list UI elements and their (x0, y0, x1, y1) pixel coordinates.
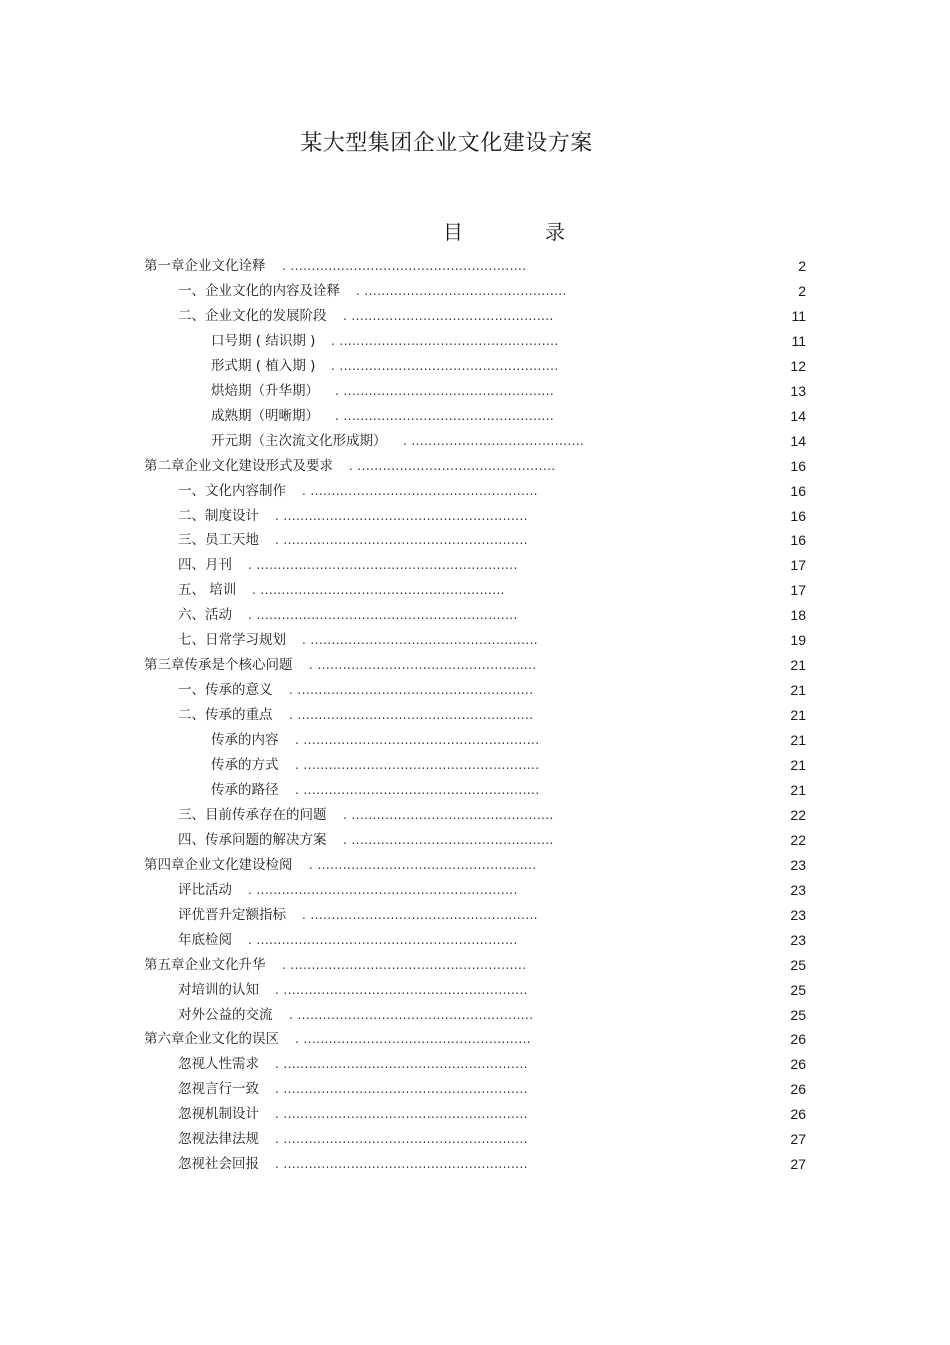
toc-entry-leader: . ............................................... (349, 458, 556, 473)
toc-entry-page-number: 17 (790, 582, 806, 599)
toc-entry-page-number: 2 (798, 282, 806, 299)
toc-entry[interactable] (0, 854, 950, 876)
toc-entry-title: 二、制度设计 (178, 507, 259, 524)
toc-entry-title: 忽视法律法规 (178, 1131, 259, 1148)
toc-entry[interactable] (0, 579, 950, 601)
toc-entry-page-number: 16 (790, 507, 806, 524)
toc-entry-title: 六、活动 (178, 607, 232, 624)
toc-entry-title: 忽视社会回报 (178, 1156, 259, 1173)
toc-entry-title: 一、文化内容制作 (178, 482, 286, 499)
toc-entry-page-number: 21 (790, 682, 806, 699)
toc-entry-leader: . ................................................ (343, 308, 554, 323)
toc-entry-page-number: 14 (790, 407, 806, 424)
toc-entry-page-number: 22 (790, 831, 806, 848)
toc-entry[interactable] (0, 280, 950, 302)
toc-entry-leader: . ........................................................ (289, 708, 533, 723)
toc-entry-page-number: 22 (790, 806, 806, 823)
toc-entry[interactable] (0, 954, 950, 976)
toc-entry-leader: . ......................................... (403, 433, 584, 448)
toc-entry-page-number: 16 (790, 457, 806, 474)
toc-entry-leader: . ...................................................... (302, 483, 538, 498)
toc-entry-leader: . .......................................................... (275, 1082, 528, 1097)
toc-entry[interactable] (0, 505, 950, 527)
toc-entry-title: 忽视言行一致 (178, 1081, 259, 1098)
toc-entry-page-number: 13 (790, 382, 806, 399)
toc-entry-title: 成熟期（明晰期） (211, 407, 319, 424)
toc-entry-page-number: 21 (790, 732, 806, 749)
toc-entry[interactable] (0, 779, 950, 801)
toc-entry-title: 开元期（主次流文化形成期） (211, 432, 387, 449)
toc-entry-page-number: 2 (798, 258, 806, 274)
toc-entry[interactable] (0, 704, 950, 726)
toc-entry[interactable] (0, 679, 950, 701)
toc-entry-page-number: 27 (790, 1131, 806, 1148)
document-title: 某大型集团企业文化建设方案 (300, 131, 593, 156)
toc-entry-title: 对外公益的交流 (178, 1006, 273, 1023)
toc-entry-leader: . ...................................................... (302, 907, 538, 922)
toc-entry-title: 三、员工天地 (178, 532, 259, 549)
toc-entry-title: 五、 培训 (178, 582, 237, 599)
toc-entry-leader: . ................................................ (356, 283, 567, 298)
toc-entry[interactable] (0, 979, 950, 1001)
toc-entry-leader: . .......................................................... (275, 1132, 528, 1147)
toc-entry-page-number: 21 (790, 657, 806, 674)
toc-entry[interactable] (0, 355, 950, 377)
toc-entry-title: 第四章企业文化建设检阅 (144, 856, 293, 873)
toc-entry-title: 评比活动 (178, 881, 232, 898)
toc-entry[interactable] (0, 455, 950, 477)
toc-entry-page-number: 16 (790, 532, 806, 549)
toc-entry[interactable] (0, 804, 950, 826)
toc-entry-page-number: 19 (790, 632, 806, 649)
toc-entry[interactable] (0, 1153, 950, 1175)
toc-entry-leader: . .......................................................... (275, 1107, 528, 1122)
toc-entry-title: 四、月刊 (178, 557, 232, 574)
toc-entry[interactable] (0, 1078, 950, 1100)
toc-entry-leader: . .......................................................... (275, 1157, 528, 1172)
toc-entry-title: 七、日常学习规划 (178, 632, 286, 649)
toc-entry-title: 传承的方式 (211, 757, 279, 773)
toc-entry-page-number: 16 (790, 482, 806, 499)
toc-entry-page-number: 12 (790, 357, 806, 374)
toc-entry[interactable] (0, 405, 950, 427)
toc-entry-page-number: 25 (790, 981, 806, 998)
toc-heading-char-2: 录 (545, 220, 565, 244)
toc-entry-title: 第三章传承是个核心问题 (144, 657, 293, 674)
toc-entry[interactable] (0, 729, 950, 751)
toc-entry-leader: . .................................................. (335, 383, 554, 398)
toc-entry-leader: . ...................................................... (295, 1032, 531, 1047)
toc-entry[interactable] (0, 480, 950, 502)
toc-entry-leader: . .............................................................. (248, 558, 518, 573)
toc-entry-title: 传承的内容 (211, 732, 279, 749)
toc-entry[interactable] (0, 1103, 950, 1125)
toc-entry[interactable] (0, 554, 950, 576)
toc-entry[interactable] (0, 330, 950, 352)
toc-entry-title: 传承的路径 (211, 781, 279, 798)
toc-entry-page-number: 17 (790, 557, 806, 574)
toc-entry-leader: . ........................................................ (289, 1007, 533, 1022)
toc-entry-leader: . ...................................................... (302, 633, 538, 648)
toc-entry[interactable] (0, 1028, 950, 1050)
toc-entry-leader: . ................................................ (343, 807, 554, 822)
toc-heading (443, 216, 565, 245)
toc-entry-page-number: 23 (790, 856, 806, 873)
toc-entry[interactable] (0, 1004, 950, 1026)
toc-entry-page-number: 27 (790, 1156, 806, 1173)
toc-entry-page-number: 26 (790, 1081, 806, 1098)
toc-entry[interactable] (0, 529, 950, 551)
toc-entry-title: 三、目前传承存在的问题 (178, 806, 327, 823)
toc-entry-title: 第五章企业文化升华 (144, 956, 266, 973)
toc-entry[interactable] (0, 929, 950, 951)
toc-entry-page-number: 25 (790, 956, 806, 973)
toc-entry-title: 第六章企业文化的误区 (144, 1031, 279, 1048)
toc-entry[interactable] (0, 629, 950, 651)
toc-entry-page-number: 23 (790, 931, 806, 948)
toc-entry-page-number: 21 (790, 707, 806, 724)
toc-entry-leader: . .................................................... (309, 857, 537, 872)
toc-entry-title: 形式期 ( 植入期 ) (211, 357, 316, 374)
toc-entry[interactable] (0, 255, 950, 277)
toc-entry-leader: . .................................................... (331, 333, 559, 348)
toc-entry-leader: . ........................................................ (295, 758, 539, 772)
toc-entry-title: 忽视人性需求 (178, 1056, 259, 1073)
toc-entry-leader: . ........................................................ (295, 733, 539, 748)
toc-entry-page-number: 26 (790, 1106, 806, 1123)
toc-entry[interactable] (0, 879, 950, 901)
toc-entry-leader: . .............................................................. (248, 882, 518, 897)
toc-entry-title: 一、传承的意义 (178, 682, 273, 699)
toc-entry-leader: . .................................................... (331, 358, 559, 373)
toc-entry-leader: . ........................................................ (289, 683, 533, 698)
toc-entry-leader: . .................................................... (309, 658, 537, 673)
toc-entry-title: 二、企业文化的发展阶段 (178, 307, 327, 324)
toc-entry[interactable] (0, 829, 950, 851)
toc-entry-leader: . ................................................ (343, 832, 554, 847)
toc-entry[interactable] (0, 380, 950, 402)
toc-entry-title: 一、企业文化的内容及诠释 (178, 282, 340, 299)
toc-entry-leader: . .......................................................... (252, 583, 505, 598)
toc-entry-page-number: 11 (791, 332, 806, 349)
toc-entry[interactable] (0, 1053, 950, 1075)
toc-entry-page-number: 25 (790, 1006, 806, 1023)
toc-entry[interactable] (0, 654, 950, 676)
toc-entry[interactable] (0, 904, 950, 926)
toc-entry[interactable] (0, 604, 950, 626)
toc-entry-leader: . .......................................................... (275, 982, 528, 997)
toc-entry-title: 口号期 ( 结识期 ) (211, 332, 316, 349)
toc-entry-leader: . .......................................................... (275, 1057, 528, 1072)
toc-entry-leader: . ........................................................ (282, 259, 526, 273)
toc-entry-title: 二、传承的重点 (178, 707, 273, 724)
toc-entry-title: 年底检阅 (178, 931, 232, 948)
toc-entry[interactable] (0, 430, 950, 452)
toc-entry-leader: . ........................................................ (295, 782, 539, 797)
toc-entry-title: 第二章企业文化建设形式及要求 (144, 457, 333, 474)
toc-entry-title: 对培训的认知 (178, 981, 259, 998)
toc-entry-page-number: 11 (791, 307, 806, 324)
toc-entry-title: 评优晋升定额指标 (178, 906, 286, 923)
toc-entry-title: 烘焙期（升华期） (211, 382, 319, 399)
toc-entry-leader: . .............................................................. (248, 932, 518, 947)
toc-entry-title: 第一章企业文化诠释 (144, 258, 266, 274)
toc-entry-title: 四、传承问题的解决方案 (178, 831, 327, 848)
toc-entry-leader: . .......................................................... (275, 533, 528, 548)
toc-entry-title: 忽视机制设计 (178, 1106, 259, 1123)
toc-entry-page-number: 23 (790, 906, 806, 923)
toc-entry-leader: . ........................................................ (282, 957, 526, 972)
toc-entry-leader: . .......................................................... (275, 508, 528, 523)
toc-entry-page-number: 18 (790, 607, 806, 624)
toc-entry-page-number: 26 (790, 1056, 806, 1073)
toc-entry-page-number: 23 (790, 881, 806, 898)
toc-entry[interactable] (0, 1128, 950, 1150)
toc-entry-page-number: 21 (790, 781, 806, 798)
toc-entry[interactable] (0, 305, 950, 327)
toc-entry-page-number: 21 (790, 757, 806, 773)
toc-entry[interactable] (0, 754, 950, 776)
toc-entry-leader: . .................................................. (335, 408, 554, 423)
toc-entry-page-number: 14 (790, 432, 806, 449)
toc-entry-page-number: 26 (790, 1031, 806, 1048)
toc-entry-leader: . .............................................................. (248, 608, 518, 623)
toc-heading-char-1: 目 (443, 220, 463, 244)
